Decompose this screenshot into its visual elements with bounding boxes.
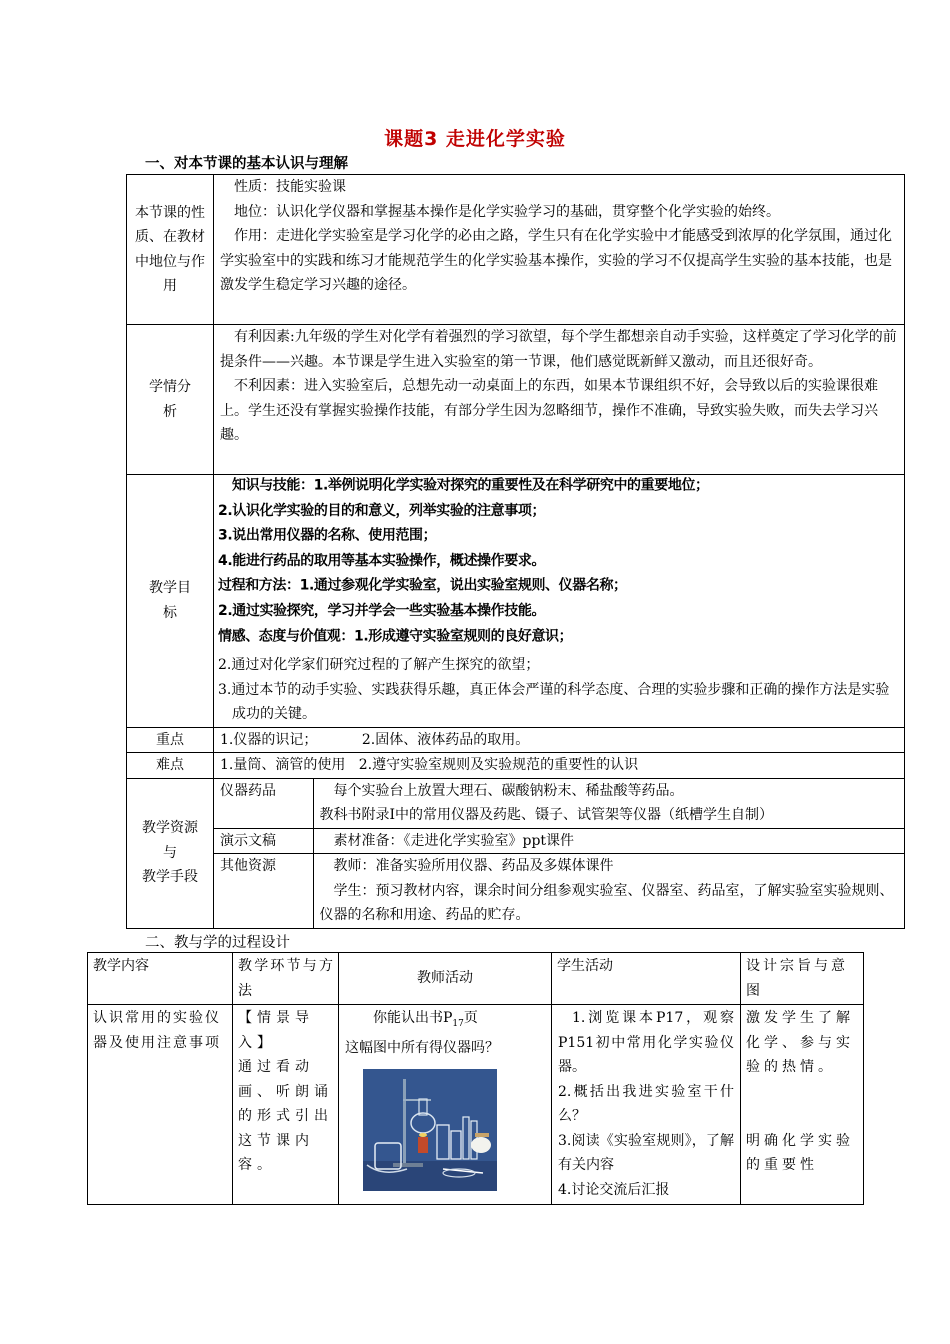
teacher-line-2: 这幅图中所有得仪器吗？ xyxy=(345,1040,499,1057)
analysis-label: 学情分析 xyxy=(149,379,191,420)
resources-cell xyxy=(214,778,905,928)
method-title: 【情景导入】 xyxy=(238,1010,314,1051)
resource-line: 学生：预习教材内容，课余时间分组参观实验室、仪器室、药品室，了解实验室实验规则、仪器的名称和用途、药品的贮存。 xyxy=(319,882,894,924)
difficulty-points: 1.量筒、滴管的使用 2.遵守实验室规则及实验规范的重要性的认识 xyxy=(214,753,905,779)
purpose-text-2: 明确化学实验的重要性 xyxy=(746,1132,854,1173)
lesson-title: 课题3 走进化学实验 xyxy=(384,128,566,150)
resource-detail xyxy=(313,779,905,829)
goal-line: 4.能进行药品的取用等基本实验操作，概述操作要求。 xyxy=(218,552,546,569)
nature-label: 本节课的性质、在教材中地位与作用 xyxy=(135,204,205,294)
resource-name: 其他资源 xyxy=(214,854,313,928)
nature-cell xyxy=(214,175,905,325)
student-step: 3.阅读《实验室规则》，了解有关内容 xyxy=(558,1132,734,1173)
unfavorable-factors: 不利因素：进入实验室后，总想先动一动桌面上的东西，如果本节课组织不好，会导致以后的实验课很难上。学生还没有掌握实验操作技能，有部分学生因为忽略细节，操作不准确，导致实验失败，而失去学习兴趣。 xyxy=(220,378,878,443)
favorable-factors: 有利因素:九年级的学生对化学有着强烈的学习欲望，每个学生都想亲自动手实验，这样奠定了学习化学的前提条件——兴趣。本节课是学生进入实验室的第一节课，他们感觉既新鲜又激动，而且还很好奇。 xyxy=(220,329,897,370)
goals-normal-block xyxy=(218,653,900,727)
teacher-line-1 xyxy=(345,1006,545,1036)
resource-detail xyxy=(313,828,905,854)
goals-bold-block xyxy=(218,473,900,649)
resources-label-line: 与 xyxy=(163,844,177,861)
teacher-text-pre: 你能认出书P xyxy=(373,1010,453,1026)
goals-label-cell xyxy=(127,475,214,728)
key-points: 1.仪器的识记； 2.固体、液体药品的取用。 xyxy=(214,727,905,753)
resources-label-line: 教学资源 xyxy=(142,820,198,837)
goal-line: 2.通过实验探究，学习并学会一些实验基本操作技能。 xyxy=(218,602,546,620)
lab-instruments-illustration xyxy=(363,1069,497,1191)
function-line: 作用：走进化学实验室是学习化学的必由之路，学生只有在化学实验中才能感受到浓厚的化学氛围，通过化学实验室中的实践和练习才能规范学生的化学实验基本操作，实验的学习不仅提高学生实验的基本技能，也是激发学生稳定学习兴趣的途径。 xyxy=(220,228,892,293)
goals-label: 教学目标 xyxy=(149,580,191,621)
resources-label-cell xyxy=(127,778,214,928)
row-student xyxy=(552,1005,741,1205)
difficulty-label: 难点 xyxy=(127,753,214,779)
goal-line: 3.说出常用仪器的名称、使用范围； xyxy=(218,527,437,544)
nature-line: 性质：技能实验课 xyxy=(234,179,346,195)
goal-line: 知识与技能：1.举例说明化学实验对探究的重要性及在科学研究中的重要地位； xyxy=(232,477,709,494)
header-student: 学生活动 xyxy=(552,953,741,1005)
position-line: 地位：认识化学仪器和掌握基本操作是化学实验学习的基础，贯穿整个化学实验的始终。 xyxy=(234,203,780,220)
process-design-table xyxy=(87,952,864,1205)
header-purpose: 设计宗旨与意图 xyxy=(741,953,864,1005)
resource-detail xyxy=(313,854,905,928)
resource-line: 教师：准备实验所用仪器、药品及多媒体课件 xyxy=(333,858,614,875)
resource-name: 仪器药品 xyxy=(214,779,313,829)
resource-line: 教科书附录Ⅰ中的常用仪器及药匙、镊子、试管架等仪器（纸槽学生自制） xyxy=(319,807,774,824)
lesson-overview-table xyxy=(126,174,905,929)
header-teacher: 教师活动 xyxy=(339,953,552,1005)
teacher-page-sub: 17 xyxy=(452,1018,464,1029)
key-label: 重点 xyxy=(127,727,214,753)
section-heading-1: 一、对本节课的基本认识与理解 xyxy=(145,156,348,172)
section-heading-2: 二、教与学的过程设计 xyxy=(145,935,290,951)
student-step: 4.讨论交流后汇报 xyxy=(558,1181,670,1198)
resource-line: 素材准备：《走进化学实验室》ppt课件 xyxy=(333,832,575,849)
row-method xyxy=(233,1005,339,1205)
method-text: 通过看动画、听朗诵的形式引出这节课内容。 xyxy=(238,1059,333,1173)
row-teacher xyxy=(339,1005,552,1205)
resources-subtable xyxy=(214,779,905,928)
resource-line: 每个实验台上放置大理石、碳酸钠粉末、稀盐酸等药品。 xyxy=(333,782,684,799)
goal-line: 情感、态度与价值观：1.形成遵守实验室规则的良好意识； xyxy=(218,627,573,645)
analysis-label-cell xyxy=(127,325,214,475)
goal-line: 2.通过对化学家们研究过程的了解产生探究的欲望； xyxy=(218,657,540,674)
goal-line: 过程和方法：1.通过参观化学实验室，说出实验室规则、仪器名称； xyxy=(218,577,627,595)
header-method: 教学环节与方法 xyxy=(233,953,339,1005)
analysis-cell xyxy=(214,325,905,475)
teacher-text-post: 页 xyxy=(463,1010,478,1026)
row-purpose xyxy=(741,1005,864,1205)
lab-instruments-photo xyxy=(363,1069,497,1191)
goal-line: 2.认识化学实验的目的和意义，列举实验的注意事项； xyxy=(218,502,546,519)
header-content: 教学内容 xyxy=(88,953,233,1005)
student-step: 1.浏览课本P17，观察P151初中常用化学实验仪器。 xyxy=(558,1010,734,1075)
row-content: 认识常用的实验仪器及使用注意事项 xyxy=(88,1005,233,1205)
goals-cell xyxy=(214,475,905,728)
student-step: 2.概括出我进实验室干什么？ xyxy=(558,1083,734,1124)
goal-line: 3.通过本节的动手实验、实践获得乐趣，真正体会严谨的科学态度、合理的实验步骤和正确的操作方法是实验成功的关键。 xyxy=(218,681,890,723)
resources-label-line: 教学手段 xyxy=(142,869,198,886)
nature-label-cell xyxy=(127,175,214,325)
resource-name: 演示文稿 xyxy=(214,828,313,854)
purpose-text-1: 激发学生了解化学、参与实验的热情。 xyxy=(746,1010,854,1075)
